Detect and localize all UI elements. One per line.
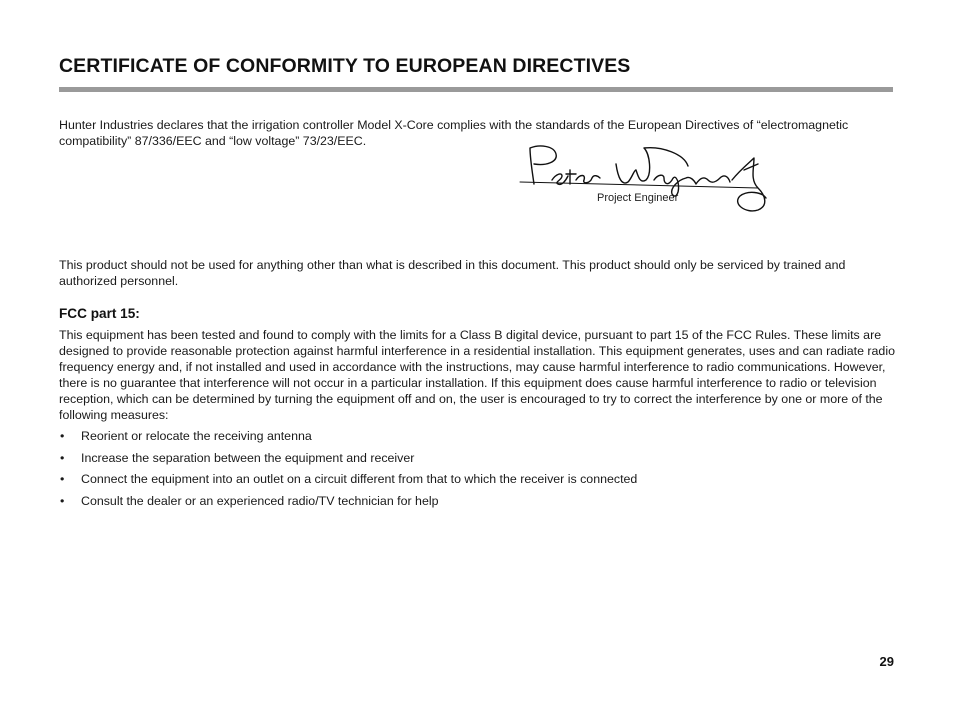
- measure-text: Connect the equipment into an outlet on a circuit different from that to which the receiver is connected: [81, 472, 638, 486]
- list-item: [59, 450, 637, 472]
- list-item: [59, 471, 637, 493]
- signature-caption: Project Engineer: [597, 192, 679, 204]
- page-number: 29: [879, 654, 894, 669]
- usage-notice-paragraph: This product should not be used for anything other than what is described in this document. This product should only be serviced by trained and authorized personnel.: [59, 258, 846, 288]
- declaration-paragraph: Hunter Industries declares that the irrigation controller Model X-Core complies with the standards of the European Directives of “electromagnetic compatibility” 87/336/EEC and “low voltage” 73/23/EEC.: [59, 118, 849, 148]
- bullet-icon: •: [60, 429, 65, 443]
- measure-text: Increase the separation between the equipment and receiver: [81, 450, 415, 465]
- page-title: CERTIFICATE OF CONFORMITY TO EUROPEAN DIRECTIVES: [59, 55, 631, 77]
- title-divider: [59, 87, 893, 92]
- bullet-icon: •: [60, 493, 65, 508]
- list-item: [59, 428, 637, 450]
- measures-list: [59, 428, 637, 514]
- list-item: [59, 493, 637, 515]
- fcc-paragraph: This equipment has been tested and found to comply with the limits for a Class B digital device, pursuant to part 15 of the FCC Rules. These limits are designed to provide reasonable protection against harmful interference in a residential installation. This equipment generates, uses and can radiate radio frequency energy and, if not installed and used in accordance with the instructions, may cause harmful interference to radio communications. However, there is no guarantee that interference will not occur in a particular installation. If this equipment does cause harmful interference to radio or television reception, which can be determined by turning the equipment off and on, the user is encouraged to try to correct the interference by one or more of the following measures:: [59, 328, 895, 422]
- measure-text: Consult the dealer or an experienced radio/TV technician for help: [81, 493, 439, 508]
- fcc-heading: FCC part 15:: [59, 306, 140, 321]
- measure-text: Reorient or relocate the receiving antenna: [81, 429, 312, 443]
- bullet-icon: •: [60, 450, 65, 465]
- bullet-icon: •: [60, 472, 65, 486]
